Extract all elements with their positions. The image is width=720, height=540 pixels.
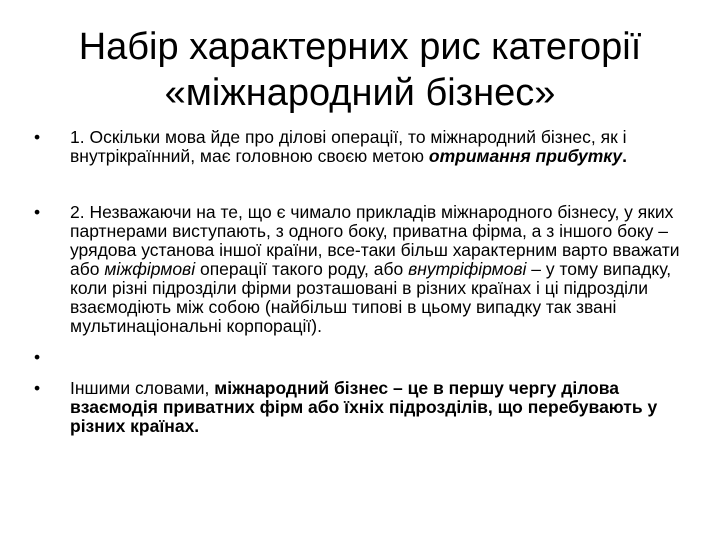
bullet-2-text-1: 2. Незважаючи на те, що є чимало прикладів міжнародного бізнесу, у яких партнерами виступають, з одного боку, приватна фірма, а з іншого боку – урядова установа іншої країни, все-таки більш характерним варто вважати або <box>70 202 680 279</box>
bullet-4-bold: міжнародний бізнес – це в першу чергу ділова взаємодія приватних фірм або їхніх підрозділів, що перебувають у різних країнах. <box>70 378 658 436</box>
bullet-2-text-3: – у тому випадку, коли різні підрозділи фірми розташовані в різних країнах і ці підрозділи взаємодіють між собою (найбільш типові в цьому випадку так звані мультинаціональні корпорації). <box>70 259 672 336</box>
slide-title <box>40 24 680 116</box>
bullet-2-text-2: операції такого роду, або <box>195 259 409 279</box>
bullet-item-3-empty <box>34 348 684 367</box>
bullet-2-italic-2: внутріфірмові <box>408 259 527 279</box>
bullet-item-4 <box>34 379 684 436</box>
title-line-1: Набір характерних рис категорії <box>78 26 642 68</box>
bullet-1-text: 1. Оскільки мова йде про ділові операції, то міжнародний бізнес, як і внутрікраїнний, має головною своєю метою <box>70 127 627 166</box>
title-line-2: «міжнародний бізнес» <box>164 72 556 114</box>
bullet-item-2 <box>34 203 684 336</box>
bullet-1-end: . <box>622 146 627 166</box>
bullet-list <box>34 128 684 436</box>
bullet-1-emphasis: отримання прибутку <box>428 146 623 166</box>
bullet-4-text: Іншими словами, <box>70 378 215 398</box>
bullet-item-1 <box>34 128 684 166</box>
bullet-2-italic-1: міжфірмові <box>104 259 196 279</box>
